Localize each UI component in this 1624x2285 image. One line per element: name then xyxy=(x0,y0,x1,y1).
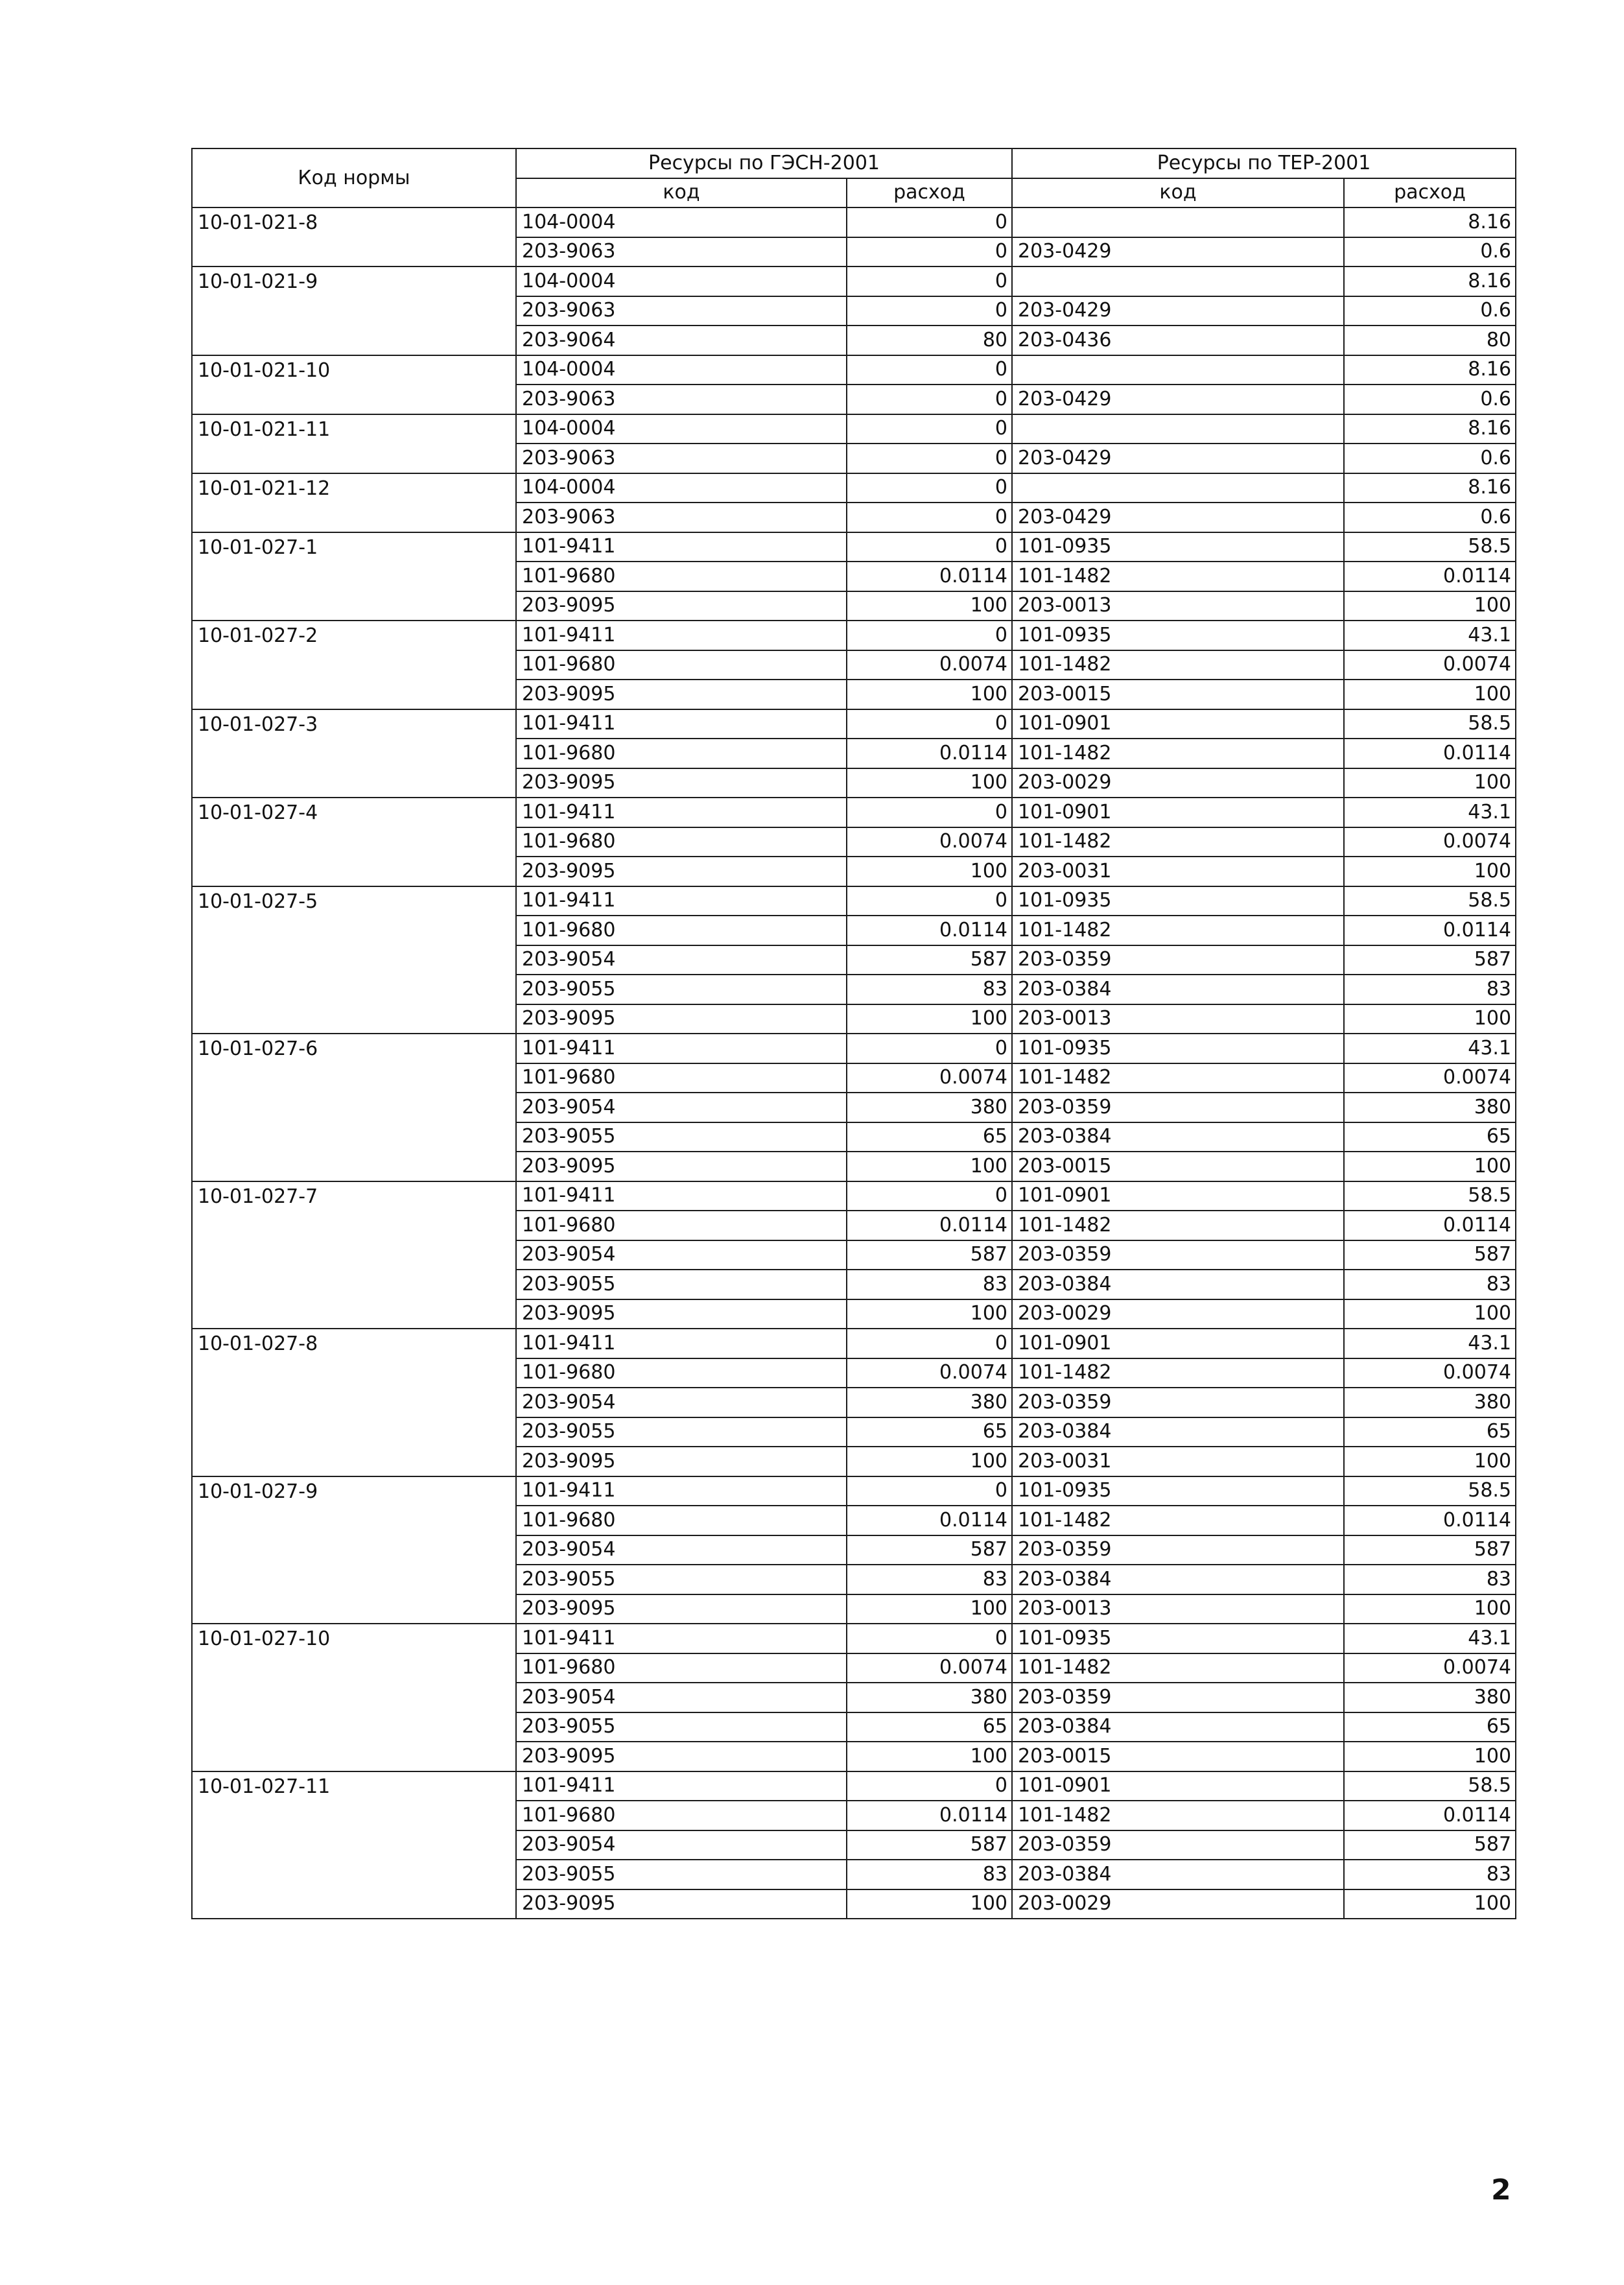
ter-code-cell: 101-0901 xyxy=(1012,1771,1344,1801)
norm-code-cell: 10-01-027-2 xyxy=(192,621,516,709)
gesn-code-cell: 203-9055 xyxy=(516,1417,847,1447)
ter-consumption-cell: 80 xyxy=(1344,326,1516,355)
table-row xyxy=(192,798,1516,827)
gesn-consumption-cell: 587 xyxy=(847,1240,1012,1270)
gesn-code-cell: 203-9063 xyxy=(516,503,847,532)
gesn-consumption-cell: 0 xyxy=(847,444,1012,473)
gesn-consumption-cell: 0 xyxy=(847,709,1012,739)
table-row xyxy=(192,532,1516,562)
table-row xyxy=(192,266,1516,296)
gesn-code-cell: 203-9095 xyxy=(516,1889,847,1919)
gesn-consumption-cell: 100 xyxy=(847,1152,1012,1181)
ter-code-cell: 203-0429 xyxy=(1012,385,1344,414)
ter-consumption-cell: 58.5 xyxy=(1344,532,1516,562)
table-row xyxy=(192,1181,1516,1211)
gesn-code-cell: 101-9680 xyxy=(516,1506,847,1535)
ter-code-cell: 203-0013 xyxy=(1012,591,1344,621)
gesn-consumption-header: расход xyxy=(847,178,1012,208)
ter-consumption-cell: 83 xyxy=(1344,1565,1516,1594)
gesn-code-cell: 203-9055 xyxy=(516,975,847,1004)
gesn-code-cell: 101-9411 xyxy=(516,709,847,739)
ter-code-cell: 203-0384 xyxy=(1012,1122,1344,1152)
gesn-code-cell: 101-9411 xyxy=(516,1329,847,1358)
gesn-consumption-cell: 0 xyxy=(847,503,1012,532)
ter-code-header: код xyxy=(1012,178,1344,208)
table-body xyxy=(192,207,1516,1919)
table-row xyxy=(192,207,1516,237)
norm-code-cell: 10-01-021-12 xyxy=(192,473,516,532)
ter-code-cell: 101-1482 xyxy=(1012,650,1344,680)
gesn-code-cell: 101-9411 xyxy=(516,1771,847,1801)
ter-consumption-cell: 0.0074 xyxy=(1344,827,1516,857)
table-row xyxy=(192,709,1516,739)
page-number: 2 xyxy=(1491,2173,1511,2207)
ter-consumption-cell: 100 xyxy=(1344,1004,1516,1034)
table-row xyxy=(192,414,1516,444)
norm-code-cell: 10-01-021-11 xyxy=(192,414,516,473)
gesn-code-cell: 203-9095 xyxy=(516,1299,847,1329)
ter-consumption-cell: 0.0114 xyxy=(1344,562,1516,591)
gesn-code-cell: 203-9063 xyxy=(516,385,847,414)
ter-consumption-cell: 43.1 xyxy=(1344,1624,1516,1653)
table-header xyxy=(192,148,1516,207)
norm-code-cell: 10-01-027-3 xyxy=(192,709,516,798)
gesn-consumption-cell: 0.0074 xyxy=(847,650,1012,680)
gesn-code-cell: 203-9054 xyxy=(516,945,847,975)
gesn-consumption-cell: 0 xyxy=(847,473,1012,503)
ter-code-cell: 203-0384 xyxy=(1012,975,1344,1004)
ter-code-cell: 203-0013 xyxy=(1012,1594,1344,1624)
gesn-consumption-cell: 0.0074 xyxy=(847,1063,1012,1093)
gesn-consumption-cell: 83 xyxy=(847,975,1012,1004)
ter-code-cell: 203-0031 xyxy=(1012,1447,1344,1476)
gesn-code-cell: 101-9680 xyxy=(516,650,847,680)
gesn-consumption-cell: 0.0114 xyxy=(847,916,1012,945)
ter-consumption-cell: 100 xyxy=(1344,680,1516,709)
norm-code-cell: 10-01-027-7 xyxy=(192,1181,516,1329)
ter-code-cell xyxy=(1012,414,1344,444)
ter-consumption-cell: 587 xyxy=(1344,1240,1516,1270)
gesn-consumption-cell: 0 xyxy=(847,1476,1012,1506)
ter-consumption-cell: 100 xyxy=(1344,1742,1516,1771)
table-row xyxy=(192,355,1516,385)
norm-code-cell: 10-01-027-4 xyxy=(192,798,516,886)
ter-consumption-cell: 65 xyxy=(1344,1417,1516,1447)
gesn-consumption-cell: 587 xyxy=(847,1830,1012,1860)
norm-code-cell: 10-01-027-1 xyxy=(192,532,516,621)
ter-code-cell: 101-0901 xyxy=(1012,1181,1344,1211)
ter-code-cell: 203-0031 xyxy=(1012,857,1344,886)
gesn-code-cell: 101-9411 xyxy=(516,532,847,562)
ter-consumption-cell: 83 xyxy=(1344,975,1516,1004)
gesn-consumption-cell: 0.0074 xyxy=(847,827,1012,857)
ter-code-cell: 101-1482 xyxy=(1012,739,1344,768)
gesn-code-cell: 203-9095 xyxy=(516,1004,847,1034)
gesn-code-cell: 203-9063 xyxy=(516,237,847,267)
gesn-code-cell: 203-9095 xyxy=(516,768,847,798)
table-row xyxy=(192,1771,1516,1801)
gesn-consumption-cell: 0 xyxy=(847,1624,1012,1653)
ter-code-cell: 101-1482 xyxy=(1012,562,1344,591)
ter-code-cell: 101-1482 xyxy=(1012,916,1344,945)
ter-code-cell: 203-0359 xyxy=(1012,1535,1344,1565)
ter-consumption-cell: 8.16 xyxy=(1344,473,1516,503)
gesn-code-cell: 104-0004 xyxy=(516,207,847,237)
gesn-consumption-cell: 100 xyxy=(847,1004,1012,1034)
ter-consumption-cell: 0.0074 xyxy=(1344,1063,1516,1093)
ter-consumption-cell: 58.5 xyxy=(1344,1476,1516,1506)
ter-consumption-cell: 58.5 xyxy=(1344,709,1516,739)
ter-consumption-cell: 58.5 xyxy=(1344,886,1516,916)
ter-consumption-cell: 0.0074 xyxy=(1344,1358,1516,1388)
ter-code-cell: 101-0935 xyxy=(1012,1034,1344,1063)
ter-consumption-cell: 0.0074 xyxy=(1344,650,1516,680)
ter-consumption-cell: 43.1 xyxy=(1344,1329,1516,1358)
ter-consumption-cell: 380 xyxy=(1344,1093,1516,1122)
ter-consumption-cell: 65 xyxy=(1344,1122,1516,1152)
gesn-consumption-cell: 0 xyxy=(847,266,1012,296)
ter-consumption-cell: 100 xyxy=(1344,768,1516,798)
ter-code-cell: 101-1482 xyxy=(1012,1063,1344,1093)
ter-code-cell: 203-0359 xyxy=(1012,1388,1344,1417)
ter-code-cell: 101-0935 xyxy=(1012,532,1344,562)
norm-code-cell: 10-01-021-10 xyxy=(192,355,516,414)
ter-consumption-cell: 43.1 xyxy=(1344,621,1516,650)
gesn-consumption-cell: 100 xyxy=(847,768,1012,798)
gesn-code-cell: 101-9411 xyxy=(516,621,847,650)
gesn-consumption-cell: 100 xyxy=(847,680,1012,709)
ter-code-cell: 101-1482 xyxy=(1012,827,1344,857)
gesn-code-cell: 101-9680 xyxy=(516,562,847,591)
gesn-consumption-cell: 100 xyxy=(847,591,1012,621)
gesn-consumption-cell: 100 xyxy=(847,1299,1012,1329)
gesn-code-cell: 203-9063 xyxy=(516,296,847,326)
gesn-consumption-cell: 83 xyxy=(847,1565,1012,1594)
ter-consumption-cell: 0.6 xyxy=(1344,296,1516,326)
ter-consumption-cell: 380 xyxy=(1344,1683,1516,1712)
ter-code-cell: 203-0384 xyxy=(1012,1270,1344,1299)
gesn-code-header: код xyxy=(516,178,847,208)
gesn-consumption-cell: 0 xyxy=(847,237,1012,267)
gesn-consumption-cell: 65 xyxy=(847,1122,1012,1152)
ter-consumption-cell: 100 xyxy=(1344,1299,1516,1329)
gesn-code-cell: 104-0004 xyxy=(516,266,847,296)
gesn-consumption-cell: 100 xyxy=(847,1742,1012,1771)
gesn-consumption-cell: 0 xyxy=(847,414,1012,444)
ter-code-cell: 203-0359 xyxy=(1012,1683,1344,1712)
gesn-code-cell: 203-9054 xyxy=(516,1830,847,1860)
ter-consumption-cell: 0.6 xyxy=(1344,237,1516,267)
ter-consumption-cell: 8.16 xyxy=(1344,355,1516,385)
ter-consumption-cell: 43.1 xyxy=(1344,1034,1516,1063)
ter-resources-header: Ресурсы по ТЕР-2001 xyxy=(1012,148,1516,178)
ter-code-cell: 203-0436 xyxy=(1012,326,1344,355)
gesn-code-cell: 104-0004 xyxy=(516,473,847,503)
norm-code-cell: 10-01-027-9 xyxy=(192,1476,516,1624)
gesn-consumption-cell: 380 xyxy=(847,1388,1012,1417)
gesn-code-cell: 101-9411 xyxy=(516,1624,847,1653)
gesn-code-cell: 104-0004 xyxy=(516,355,847,385)
ter-code-cell: 101-1482 xyxy=(1012,1801,1344,1830)
ter-consumption-cell: 100 xyxy=(1344,1152,1516,1181)
ter-consumption-cell: 58.5 xyxy=(1344,1771,1516,1801)
norm-code-cell: 10-01-021-8 xyxy=(192,207,516,266)
gesn-consumption-cell: 0 xyxy=(847,1329,1012,1358)
ter-code-cell xyxy=(1012,355,1344,385)
gesn-code-cell: 203-9055 xyxy=(516,1270,847,1299)
ter-consumption-cell: 0.6 xyxy=(1344,503,1516,532)
table-row xyxy=(192,1624,1516,1653)
gesn-consumption-cell: 83 xyxy=(847,1860,1012,1889)
ter-consumption-cell: 587 xyxy=(1344,1830,1516,1860)
gesn-code-cell: 203-9095 xyxy=(516,857,847,886)
ter-code-cell: 203-0015 xyxy=(1012,680,1344,709)
ter-code-cell: 101-1482 xyxy=(1012,1506,1344,1535)
ter-consumption-cell: 0.0114 xyxy=(1344,1801,1516,1830)
gesn-consumption-cell: 0 xyxy=(847,207,1012,237)
ter-consumption-cell: 0.0074 xyxy=(1344,1653,1516,1683)
gesn-code-cell: 101-9680 xyxy=(516,827,847,857)
table-row xyxy=(192,621,1516,650)
gesn-consumption-cell: 0 xyxy=(847,798,1012,827)
gesn-consumption-cell: 380 xyxy=(847,1683,1012,1712)
ter-consumption-cell: 100 xyxy=(1344,1889,1516,1919)
gesn-code-cell: 203-9055 xyxy=(516,1860,847,1889)
table-row xyxy=(192,886,1516,916)
gesn-code-cell: 203-9055 xyxy=(516,1565,847,1594)
gesn-consumption-cell: 0.0114 xyxy=(847,739,1012,768)
ter-consumption-cell: 0.0114 xyxy=(1344,1506,1516,1535)
gesn-code-cell: 101-9680 xyxy=(516,1063,847,1093)
gesn-consumption-cell: 0.0114 xyxy=(847,1506,1012,1535)
gesn-consumption-cell: 0.0074 xyxy=(847,1653,1012,1683)
gesn-code-cell: 203-9095 xyxy=(516,680,847,709)
gesn-consumption-cell: 100 xyxy=(847,1889,1012,1919)
gesn-consumption-cell: 0 xyxy=(847,1181,1012,1211)
gesn-consumption-cell: 587 xyxy=(847,1535,1012,1565)
gesn-consumption-cell: 0 xyxy=(847,1034,1012,1063)
norm-code-cell: 10-01-027-10 xyxy=(192,1624,516,1771)
resources-table xyxy=(191,148,1516,1919)
gesn-code-cell: 104-0004 xyxy=(516,414,847,444)
table-row xyxy=(192,473,1516,503)
ter-consumption-cell: 587 xyxy=(1344,945,1516,975)
gesn-code-cell: 203-9095 xyxy=(516,1594,847,1624)
ter-consumption-cell: 83 xyxy=(1344,1860,1516,1889)
gesn-code-cell: 203-9055 xyxy=(516,1712,847,1742)
gesn-code-cell: 101-9680 xyxy=(516,1801,847,1830)
gesn-code-cell: 203-9054 xyxy=(516,1240,847,1270)
ter-consumption-cell: 0.6 xyxy=(1344,444,1516,473)
ter-code-cell xyxy=(1012,473,1344,503)
gesn-code-cell: 203-9095 xyxy=(516,1447,847,1476)
ter-code-cell: 203-0384 xyxy=(1012,1565,1344,1594)
gesn-consumption-cell: 0 xyxy=(847,886,1012,916)
ter-code-cell: 203-0359 xyxy=(1012,945,1344,975)
ter-code-cell: 101-1482 xyxy=(1012,1358,1344,1388)
gesn-consumption-cell: 587 xyxy=(847,945,1012,975)
gesn-code-cell: 203-9054 xyxy=(516,1388,847,1417)
gesn-consumption-cell: 100 xyxy=(847,857,1012,886)
ter-code-cell: 203-0359 xyxy=(1012,1830,1344,1860)
gesn-code-cell: 203-9095 xyxy=(516,591,847,621)
gesn-consumption-cell: 0.0074 xyxy=(847,1358,1012,1388)
gesn-code-cell: 203-9095 xyxy=(516,1742,847,1771)
gesn-code-cell: 101-9680 xyxy=(516,916,847,945)
ter-code-cell: 101-0901 xyxy=(1012,709,1344,739)
ter-code-cell: 203-0015 xyxy=(1012,1742,1344,1771)
ter-consumption-cell: 65 xyxy=(1344,1712,1516,1742)
gesn-consumption-cell: 0 xyxy=(847,532,1012,562)
gesn-consumption-cell: 0 xyxy=(847,385,1012,414)
ter-consumption-cell: 8.16 xyxy=(1344,207,1516,237)
ter-consumption-cell: 8.16 xyxy=(1344,414,1516,444)
norm-code-cell: 10-01-027-8 xyxy=(192,1329,516,1476)
gesn-consumption-cell: 80 xyxy=(847,326,1012,355)
gesn-code-cell: 203-9063 xyxy=(516,444,847,473)
ter-code-cell: 203-0029 xyxy=(1012,768,1344,798)
gesn-consumption-cell: 100 xyxy=(847,1594,1012,1624)
ter-code-cell: 101-0935 xyxy=(1012,621,1344,650)
ter-consumption-cell: 380 xyxy=(1344,1388,1516,1417)
gesn-resources-header: Ресурсы по ГЭСН-2001 xyxy=(516,148,1012,178)
ter-consumption-cell: 43.1 xyxy=(1344,798,1516,827)
ter-consumption-cell: 587 xyxy=(1344,1535,1516,1565)
gesn-consumption-cell: 380 xyxy=(847,1093,1012,1122)
ter-code-cell: 203-0384 xyxy=(1012,1417,1344,1447)
gesn-code-cell: 101-9411 xyxy=(516,1181,847,1211)
table-row xyxy=(192,1034,1516,1063)
ter-code-cell: 101-0935 xyxy=(1012,886,1344,916)
gesn-code-cell: 101-9411 xyxy=(516,798,847,827)
gesn-consumption-cell: 0 xyxy=(847,296,1012,326)
ter-consumption-cell: 100 xyxy=(1344,857,1516,886)
gesn-code-cell: 101-9680 xyxy=(516,1358,847,1388)
ter-code-cell: 203-0429 xyxy=(1012,503,1344,532)
gesn-consumption-cell: 0.0114 xyxy=(847,1801,1012,1830)
gesn-code-cell: 101-9680 xyxy=(516,1653,847,1683)
table-row xyxy=(192,1476,1516,1506)
ter-consumption-cell: 8.16 xyxy=(1344,266,1516,296)
norm-code-header: Код нормы xyxy=(192,148,516,207)
gesn-code-cell: 203-9055 xyxy=(516,1122,847,1152)
gesn-code-cell: 101-9411 xyxy=(516,886,847,916)
ter-code-cell: 203-0015 xyxy=(1012,1152,1344,1181)
ter-consumption-cell: 83 xyxy=(1344,1270,1516,1299)
gesn-code-cell: 203-9054 xyxy=(516,1683,847,1712)
ter-code-cell: 203-0359 xyxy=(1012,1240,1344,1270)
ter-code-cell: 203-0429 xyxy=(1012,444,1344,473)
gesn-code-cell: 203-9054 xyxy=(516,1093,847,1122)
ter-consumption-cell: 0.0114 xyxy=(1344,1211,1516,1240)
gesn-code-cell: 203-9054 xyxy=(516,1535,847,1565)
ter-code-cell: 203-0384 xyxy=(1012,1860,1344,1889)
header-row-top xyxy=(192,148,1516,178)
gesn-consumption-cell: 65 xyxy=(847,1712,1012,1742)
norm-code-cell: 10-01-021-9 xyxy=(192,266,516,355)
ter-code-cell: 101-0901 xyxy=(1012,1329,1344,1358)
gesn-code-cell: 101-9680 xyxy=(516,1211,847,1240)
ter-code-cell: 203-0359 xyxy=(1012,1093,1344,1122)
ter-consumption-cell: 0.0114 xyxy=(1344,739,1516,768)
ter-consumption-cell: 58.5 xyxy=(1344,1181,1516,1211)
gesn-consumption-cell: 0 xyxy=(847,621,1012,650)
gesn-code-cell: 101-9680 xyxy=(516,739,847,768)
norm-code-cell: 10-01-027-5 xyxy=(192,886,516,1034)
gesn-code-cell: 101-9411 xyxy=(516,1476,847,1506)
table-row xyxy=(192,1329,1516,1358)
ter-consumption-cell: 0.6 xyxy=(1344,385,1516,414)
ter-code-cell: 101-1482 xyxy=(1012,1653,1344,1683)
norm-code-cell: 10-01-027-11 xyxy=(192,1771,516,1919)
gesn-code-cell: 203-9064 xyxy=(516,326,847,355)
ter-consumption-cell: 100 xyxy=(1344,591,1516,621)
ter-code-cell: 203-0429 xyxy=(1012,237,1344,267)
gesn-consumption-cell: 0 xyxy=(847,1771,1012,1801)
ter-code-cell xyxy=(1012,266,1344,296)
ter-code-cell xyxy=(1012,207,1344,237)
ter-code-cell: 203-0429 xyxy=(1012,296,1344,326)
norm-code-cell: 10-01-027-6 xyxy=(192,1034,516,1181)
ter-consumption-cell: 0.0114 xyxy=(1344,916,1516,945)
ter-consumption-cell: 100 xyxy=(1344,1447,1516,1476)
ter-code-cell: 101-0901 xyxy=(1012,798,1344,827)
ter-code-cell: 203-0029 xyxy=(1012,1889,1344,1919)
ter-code-cell: 101-1482 xyxy=(1012,1211,1344,1240)
gesn-consumption-cell: 0 xyxy=(847,355,1012,385)
ter-code-cell: 203-0029 xyxy=(1012,1299,1344,1329)
ter-code-cell: 203-0384 xyxy=(1012,1712,1344,1742)
gesn-consumption-cell: 0.0114 xyxy=(847,1211,1012,1240)
gesn-consumption-cell: 0.0114 xyxy=(847,562,1012,591)
ter-code-cell: 101-0935 xyxy=(1012,1624,1344,1653)
gesn-consumption-cell: 65 xyxy=(847,1417,1012,1447)
gesn-consumption-cell: 100 xyxy=(847,1447,1012,1476)
ter-code-cell: 203-0013 xyxy=(1012,1004,1344,1034)
gesn-code-cell: 101-9411 xyxy=(516,1034,847,1063)
gesn-consumption-cell: 83 xyxy=(847,1270,1012,1299)
ter-code-cell: 101-0935 xyxy=(1012,1476,1344,1506)
ter-consumption-cell: 100 xyxy=(1344,1594,1516,1624)
ter-consumption-header: расход xyxy=(1344,178,1516,208)
gesn-code-cell: 203-9095 xyxy=(516,1152,847,1181)
